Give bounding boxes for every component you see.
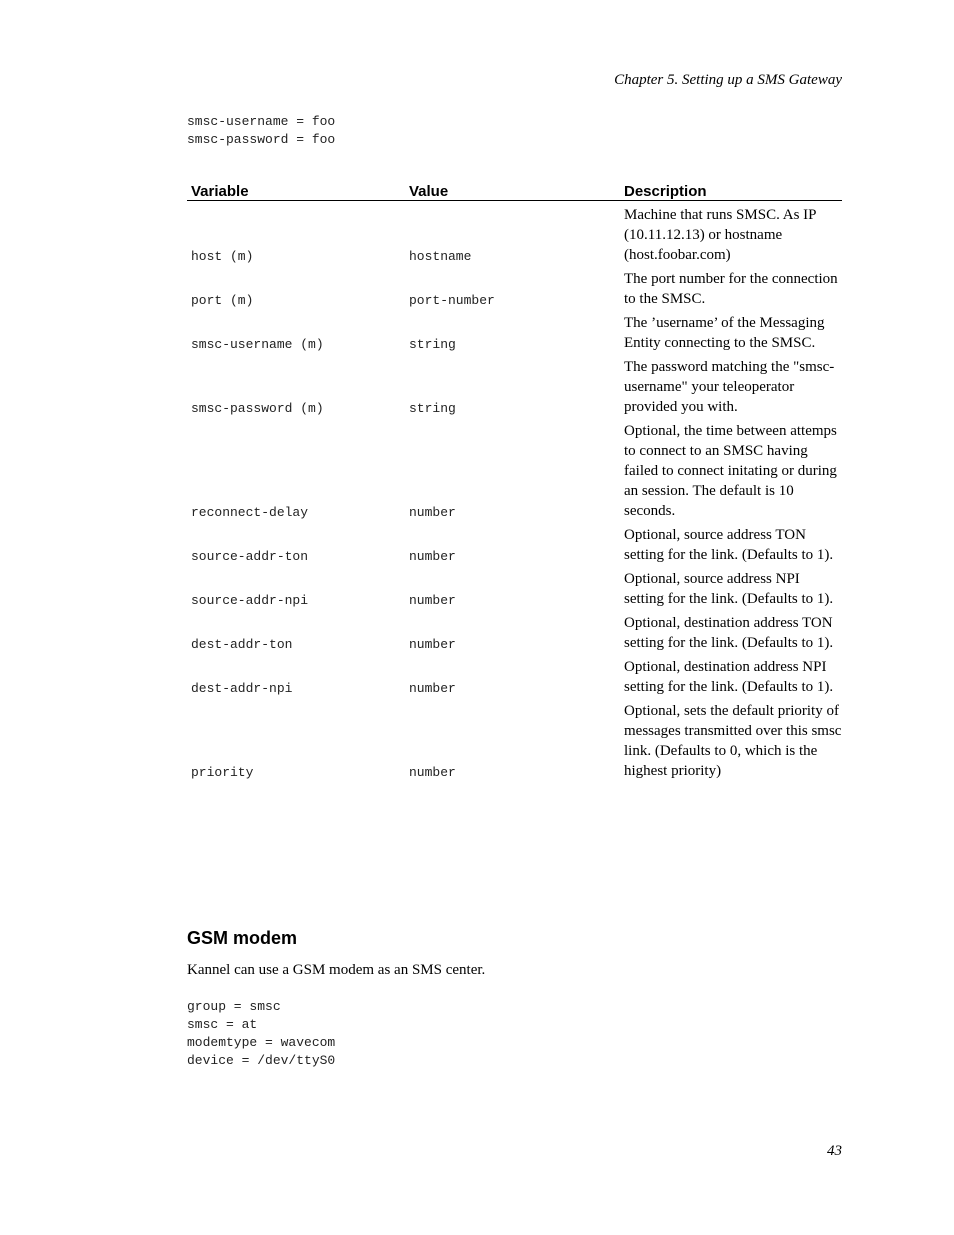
variable-cell: port (m) — [191, 293, 254, 308]
table-row — [187, 311, 842, 355]
variable-cell: source-addr-npi — [191, 593, 309, 608]
header-variable: Variable — [187, 180, 405, 201]
description-cell: Optional, destination address TON setting for the link. (Defaults to 1). — [624, 615, 834, 651]
description-cell: Optional, sets the default priority of messages transmitted over this smsc link. (Defaults to 0, which is the highest priority) — [624, 703, 842, 779]
value-cell: number — [409, 593, 456, 608]
header-description: Description — [623, 180, 842, 201]
smsc-config-table — [187, 180, 842, 783]
variable-cell: reconnect-delay — [191, 505, 309, 520]
value-cell: string — [409, 401, 456, 416]
variable-cell: dest-addr-ton — [191, 637, 293, 652]
code-line: smsc = at — [187, 1017, 258, 1032]
variable-cell: smsc-password (m) — [191, 401, 324, 416]
table-row — [187, 567, 842, 611]
code-block-smsc-credentials — [187, 113, 335, 149]
table-row — [187, 267, 842, 311]
code-line: smsc-password = foo — [187, 132, 336, 147]
description-cell: Optional, source address NPI setting for the link. (Defaults to 1). — [624, 571, 834, 607]
code-line: modemtype = wavecom — [187, 1035, 336, 1050]
table-row — [187, 523, 842, 567]
description-cell: Optional, destination address NPI setting for the link. (Defaults to 1). — [624, 659, 834, 695]
value-cell: number — [409, 549, 456, 564]
table-row — [187, 355, 842, 419]
variable-cell: priority — [191, 765, 254, 780]
code-block-gsm-modem — [187, 998, 335, 1070]
variable-cell: source-addr-ton — [191, 549, 309, 564]
code-line: smsc-username = foo — [187, 114, 336, 129]
value-cell: port-number — [409, 293, 495, 308]
description-cell: The ’username’ of the Messaging Entity connecting to the SMSC. — [624, 315, 825, 351]
page-number: 43 — [827, 1143, 842, 1159]
variable-cell: host (m) — [191, 249, 254, 264]
table-row — [187, 419, 842, 523]
variable-cell: smsc-username (m) — [191, 337, 324, 352]
value-cell: number — [409, 681, 456, 696]
table-header-row — [187, 180, 842, 201]
section-heading: GSM modem — [187, 928, 298, 948]
value-cell: string — [409, 337, 456, 352]
header-value: Value — [405, 180, 623, 201]
description-cell: The password matching the "smsc-username" your teleoperator provided you with. — [624, 359, 835, 415]
table-row — [187, 611, 842, 655]
description-cell: The port number for the connection to the SMSC. — [624, 271, 838, 307]
table-row — [187, 201, 842, 268]
variable-cell: dest-addr-npi — [191, 681, 293, 696]
code-line: group = smsc — [187, 999, 281, 1014]
value-cell: number — [409, 765, 456, 780]
value-cell: number — [409, 637, 456, 652]
description-cell: Optional, source address TON setting for the link. (Defaults to 1). — [624, 527, 834, 563]
table-row — [187, 699, 842, 783]
description-cell: Machine that runs SMSC. As IP (10.11.12.13) or hostname (host.foobar.com) — [624, 207, 816, 263]
table-row — [187, 655, 842, 699]
value-cell: hostname — [409, 249, 472, 264]
description-cell: Optional, the time between attemps to connect to an SMSC having failed to connect initating or during an session. The default is 10 seconds. — [624, 423, 837, 519]
running-head: Chapter 5. Setting up a SMS Gateway — [614, 72, 842, 88]
code-line: device = /dev/ttyS0 — [187, 1053, 336, 1068]
value-cell: number — [409, 505, 456, 520]
section-intro: Kannel can use a GSM modem as an SMS center. — [187, 962, 486, 978]
